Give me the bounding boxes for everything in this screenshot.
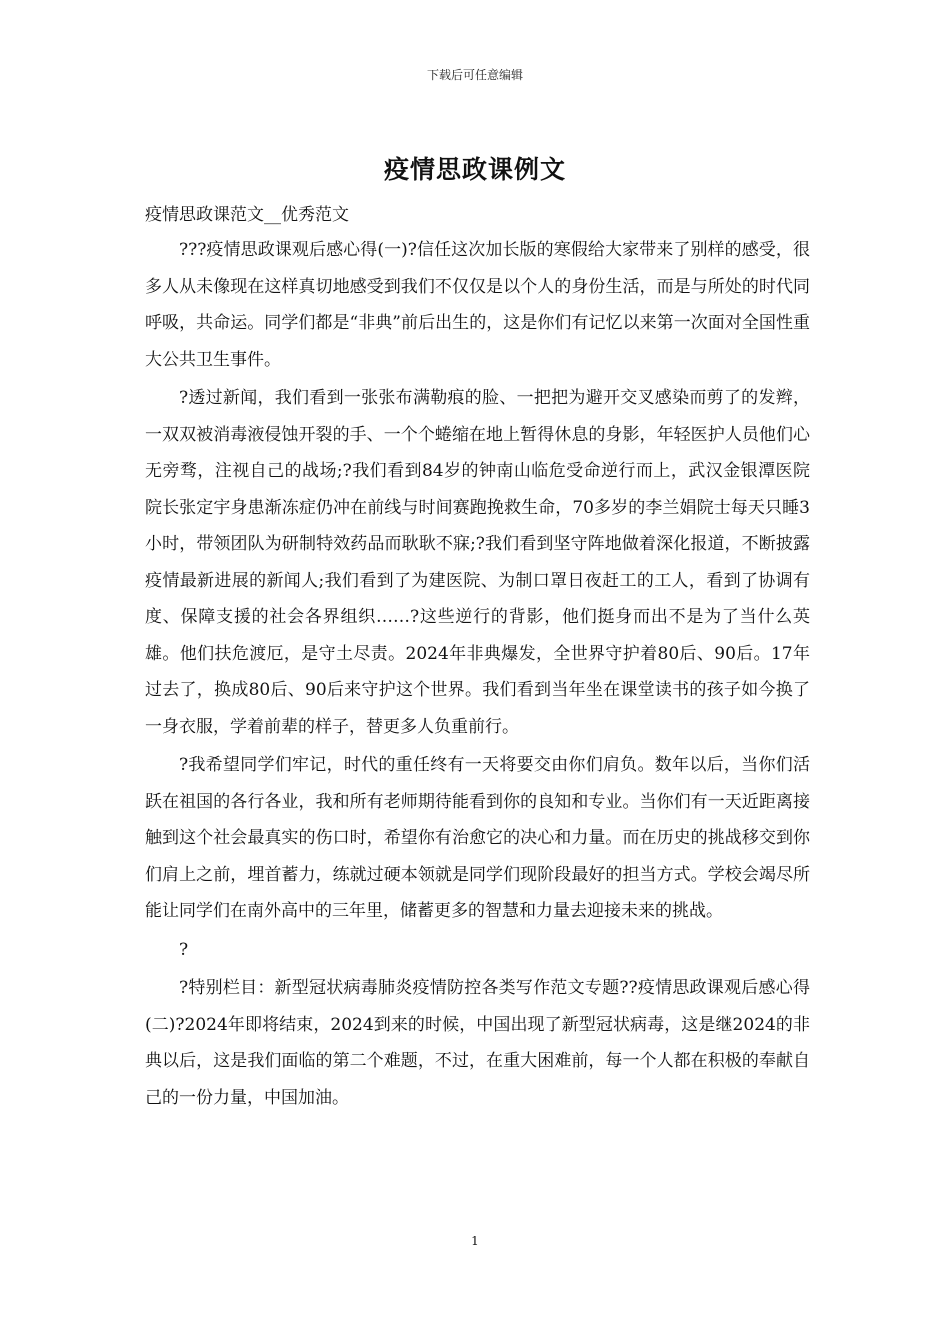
paragraph: ?特别栏目：新型冠状病毒肺炎疫情防控各类写作范文专题??疫情思政课观后感心得(二)?2024年即将结束，2024到来的时候，中国出现了新型冠状病毒，这是继2024的非典以后，这是我们面临的第二个难题，不过，在重大困难前，每一个人都在积极的奉献自己的一份力量，中国加油。	[145, 978, 810, 1108]
document-subtitle: 疫情思政课范文__优秀范文	[145, 205, 349, 225]
page-number: 1	[471, 1234, 479, 1248]
paragraph: ?透过新闻，我们看到一张张布满勒痕的脸、一把把为避开交叉感染而剪了的发辫，一双双被消毒液侵蚀开裂的手、一个个蜷缩在地上暂得休息的身影，年轻医护人员他们心无旁骛，注视自己的战场;?我们看到84岁的钟南山临危受命逆行而上，武汉金银潭医院院长张定宇身患渐冻症仍冲在前线与时间赛跑挽救生命，70多岁的李兰娟院士每天只睡3小时，带领团队为研制特效药品而耿耿不寐;?我们看到坚守阵地做着深化报道，不断披露疫情最新进展的新闻人;我们看到了为建医院、为制口罩日夜赶工的工人，看到了协调有度、保障支援的社会各界组织……?这些逆行的背影，他们挺身而出不是为了当什么英雄。他们扶危渡厄，是守土尽责。2024年非典爆发，全世界守护着80后、90后。17年过去了，换成80后、90后来守护这个世界。我们看到当年坐在课堂读书的孩子如今换了一身衣服，学着前辈的样子，替更多人负重前行。	[145, 388, 810, 737]
page-header-note: 下载后可任意编辑	[426, 68, 523, 82]
paragraph: ?	[179, 939, 189, 960]
paragraph: ???疫情思政课观后感心得(一)?信任这次加长版的寒假给大家带来了别样的感受，很多人从未像现在这样真切地感受到我们不仅仅是以个人的身份生活，而是与所处的时代同呼吸，共命运。同学们都是“非典”前后出生的，这是你们有记忆以来第一次面对全国性重大公共卫生事件。	[145, 240, 810, 370]
document-body	[145, 232, 810, 1116]
document-title: 疫情思政课例文	[383, 155, 566, 184]
paragraph: ?我希望同学们牢记，时代的重任终有一天将要交由你们肩负。数年以后，当你们活跃在祖国的各行各业，我和所有老师期待能看到你的良知和专业。当你们有一天近距离接触到这个社会最真实的伤口时，希望你有治愈它的决心和力量。而在历史的挑战移交到你们肩上之前，埋首蓄力，练就过硬本领就是同学们现阶段最好的担当方式。学校会竭尽所能让同学们在南外高中的三年里，储蓄更多的智慧和力量去迎接未来的挑战。	[145, 755, 810, 921]
